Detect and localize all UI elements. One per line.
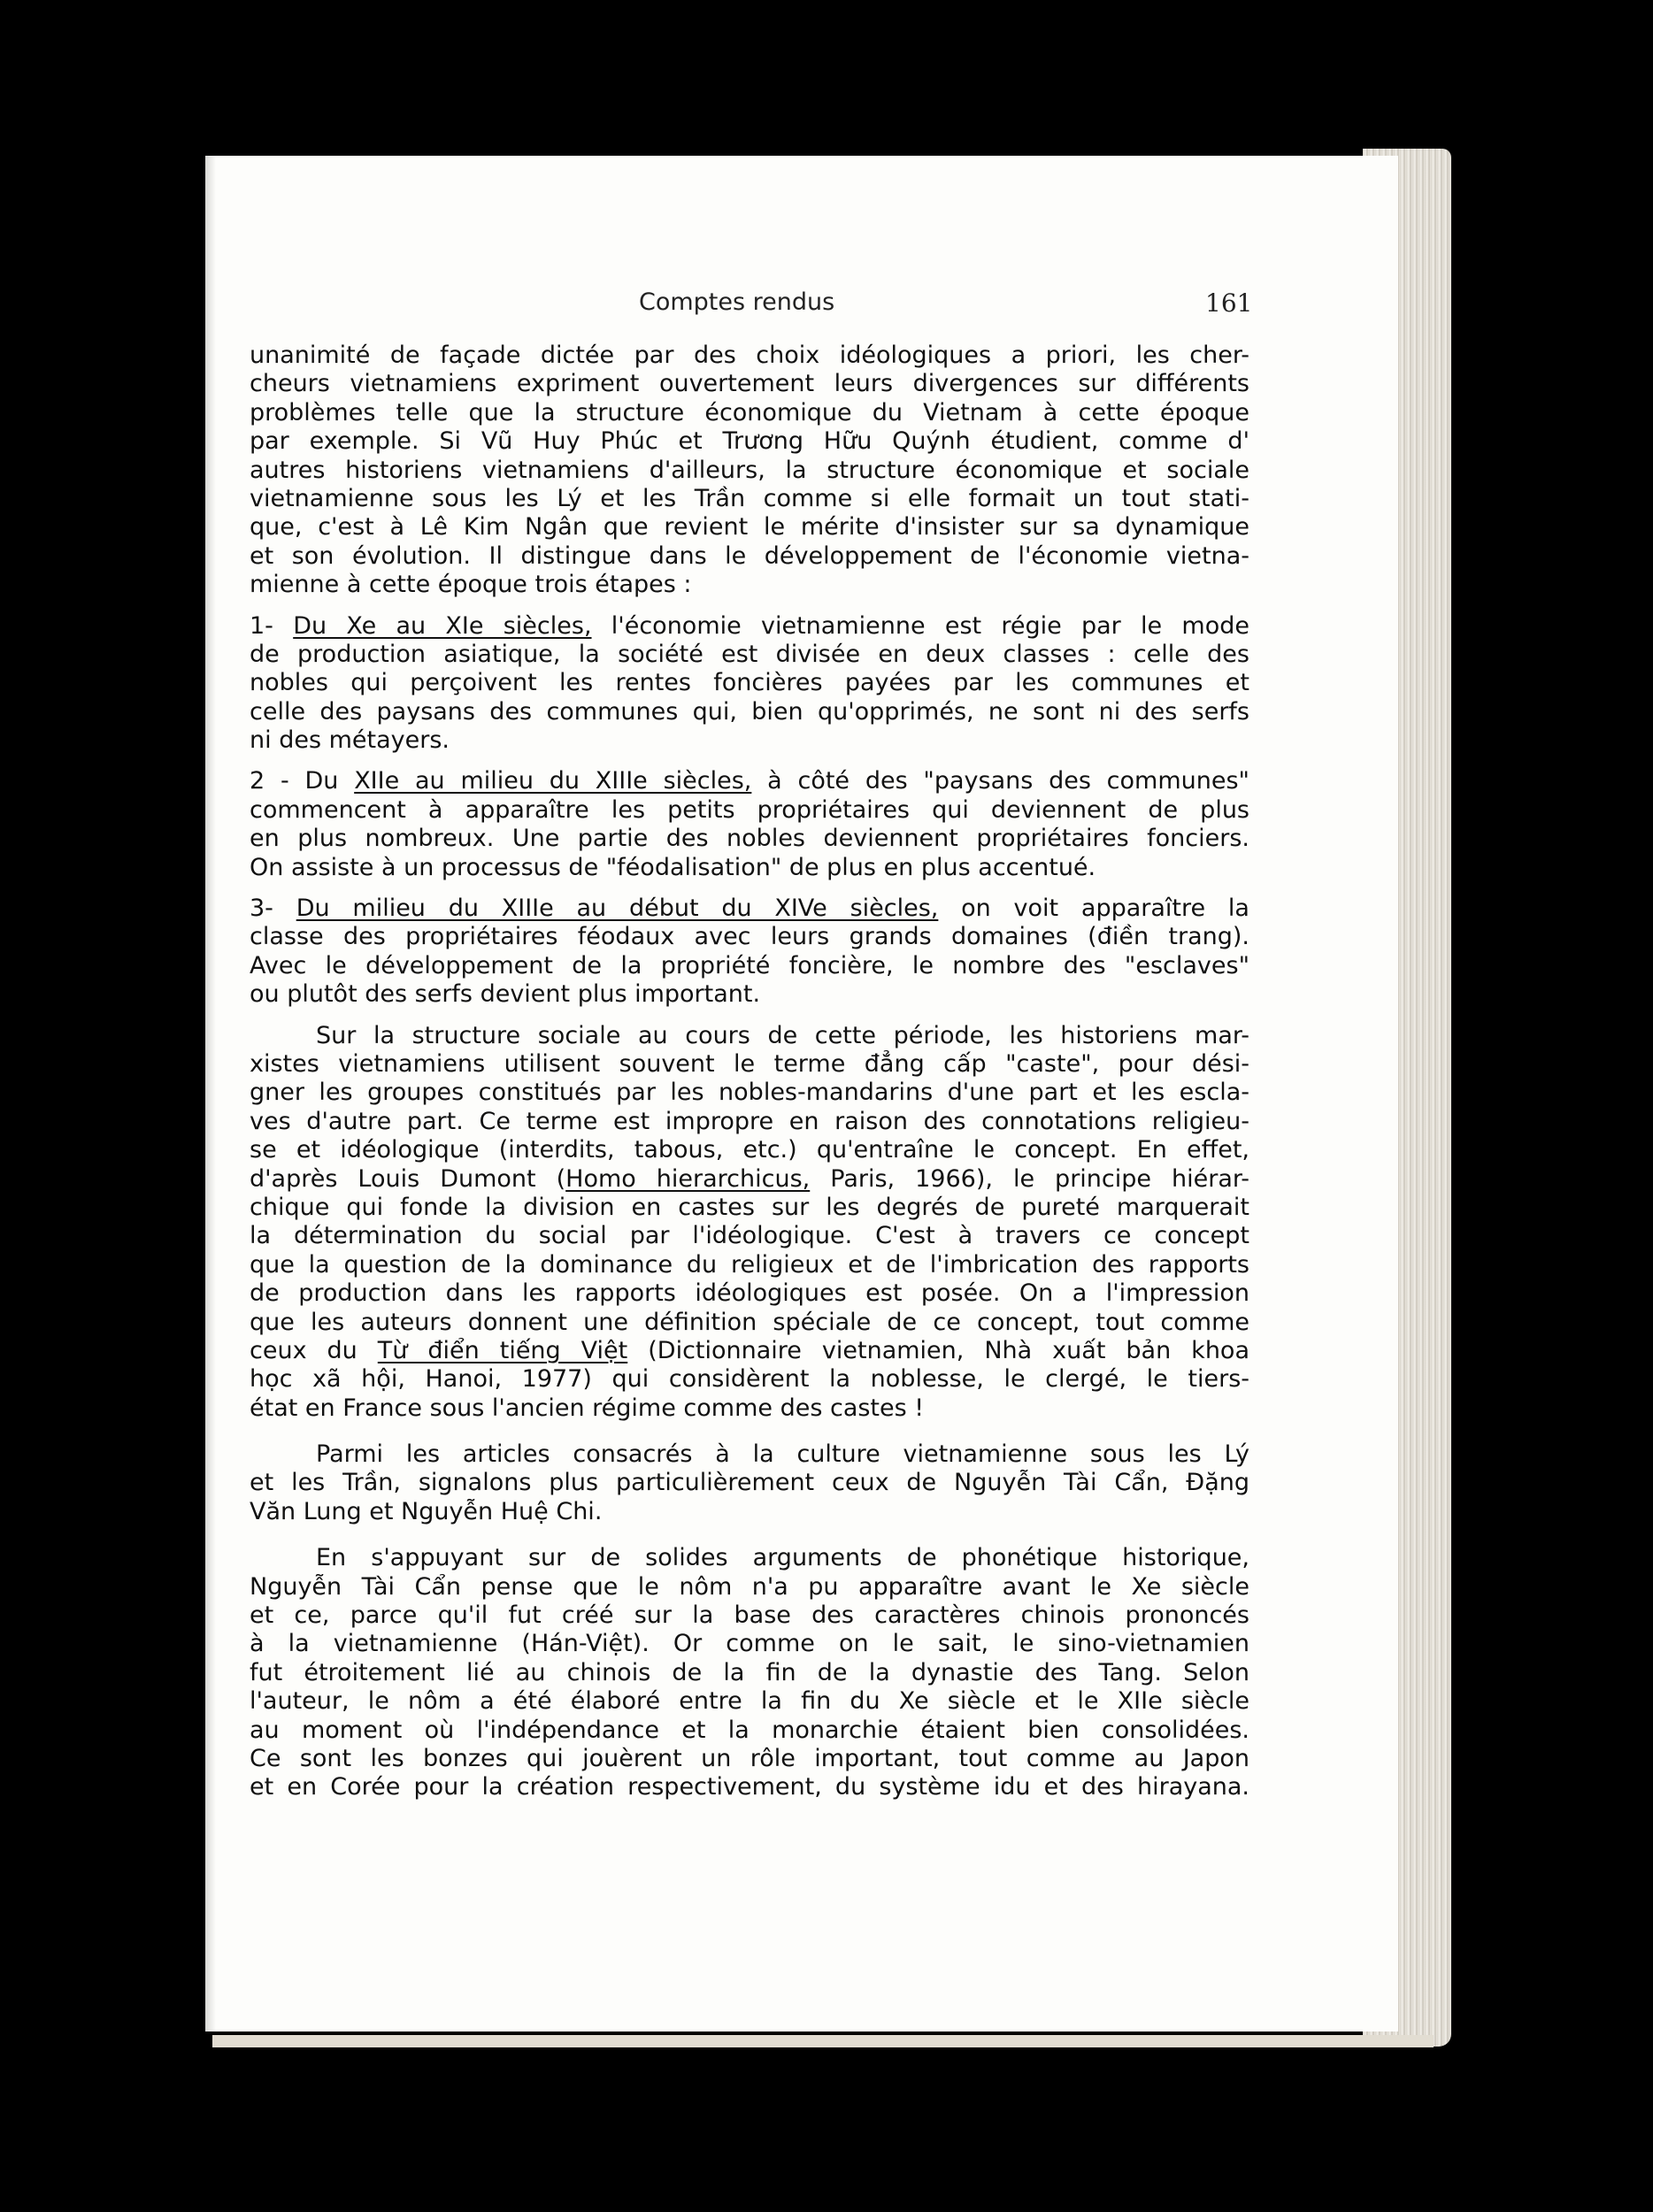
text-line: xistes vietnamiens utilisent souvent le terme đẳng cấp "caste", pour dési- <box>250 1049 1249 1078</box>
paragraph-culture-articles <box>250 1440 1249 1526</box>
cited-title: Homo hierarchicus, <box>565 1164 811 1193</box>
text-line: Ce sont les bonzes qui jouèrent un rôle important, tout comme au Japon <box>250 1744 1249 1772</box>
text-run: on voit apparaître la <box>961 895 1249 923</box>
text-line: En s'appuyant sur de solides arguments de phonétique historique, <box>316 1544 1249 1572</box>
text-line: en plus nombreux. Une partie des nobles deviennent propriétaires fonciers. <box>250 825 1249 853</box>
text-line: et ce, parce qu'il fut créé sur la base des caractères chinois prononcés <box>250 1601 1249 1630</box>
text-line: On assiste à un processus de "féodalisation" de plus en plus accentué. <box>250 853 1096 881</box>
text-line: commencent à apparaître les petits propriétaires qui deviennent de plus <box>250 795 1249 824</box>
stage-period: XIIe au milieu du XIIIe siècles, <box>354 767 752 795</box>
text-line: que la question de la dominance du religieux et de l'imbrication des rapports <box>250 1250 1249 1279</box>
text-line <box>250 1337 1249 1365</box>
text-line: l'auteur, le nôm a été élaboré entre la fin du Xe siècle et le XIIe siècle <box>250 1687 1249 1716</box>
text-run: (Dictionnaire vietnamien, Nhà xuất bản khoa <box>627 1336 1249 1364</box>
text-line: chique qui fonde la division en castes sur les degrés de pureté marquerait <box>250 1193 1249 1221</box>
text-line: état en France sous l'ancien régime comme des castes ! <box>250 1394 925 1422</box>
text-run: à côté des "paysans des communes" <box>767 767 1249 795</box>
text-line: Văn Lung et Nguyễn Huệ Chi. <box>250 1497 603 1525</box>
text-line: autres historiens vietnamiens d'ailleurs, la structure économique et sociale <box>250 456 1249 484</box>
paragraph-intro <box>250 342 1249 600</box>
text-line: nobles qui perçoivent les rentes foncières payées par les communes et <box>250 669 1249 697</box>
text-line: Parmi les articles consacrés à la culture vietnamienne sous les Lý <box>316 1440 1249 1469</box>
text-line: que, c'est à Lê Kim Ngân que revient le mérite d'insister sur sa dynamique <box>250 513 1249 541</box>
stage-number: 3- <box>250 895 273 923</box>
paragraph-stage-1 <box>250 612 1249 756</box>
text-line: ou plutôt des serfs devient plus important. <box>250 980 761 1009</box>
text-line: à la vietnamienne (Hán-Việt). Or comme on le sait, le sino-vietnamien <box>250 1630 1249 1658</box>
text-line: cheurs vietnamiens expriment ouvertement leurs divergences sur différents <box>250 370 1249 398</box>
text-line: vietnamienne sous les Lý et les Trần comme si elle formait un tout stati- <box>250 484 1249 512</box>
text-line: unanimité de façade dictée par des choix idéologiques a priori, les cher- <box>250 342 1249 369</box>
stage-number: 2 - Du <box>250 767 339 795</box>
text-line: ves d'autre part. Ce terme est impropre en raison des connotations religieu- <box>250 1107 1249 1135</box>
text-line <box>250 767 1249 795</box>
paragraph-stage-3 <box>250 895 1249 1010</box>
text-line: Sur la structure sociale au cours de cette période, les historiens mar- <box>316 1021 1249 1049</box>
text-line: problèmes telle que la structure économique du Vietnam à cette époque <box>250 398 1249 426</box>
text-line: gner les groupes constitués par les nobles-mandarins d'une part et les escla- <box>250 1079 1249 1107</box>
text-line: Nguyễn Tài Cẩn pense que le nôm n'a pu apparaître avant le Xe siècle <box>250 1572 1249 1601</box>
text-line <box>250 612 1249 641</box>
text-run: l'économie vietnamienne est régie par le mode <box>611 611 1249 640</box>
text-run: ceux du <box>250 1336 378 1364</box>
running-title: Comptes rendus <box>639 288 835 316</box>
text-line: celle des paysans des communes qui, bien qu'opprimés, ne sont ni des serfs <box>250 697 1249 726</box>
text-line: que les auteurs donnent une définition spéciale de ce concept, tout comme <box>250 1308 1249 1336</box>
text-line <box>250 1165 1249 1194</box>
paragraph-stage-2 <box>250 767 1249 882</box>
text-line: au moment où l'indépendance et la monarchie étaient bien consolidées. <box>250 1716 1249 1744</box>
text-line <box>250 895 1249 923</box>
body-text <box>250 342 1249 1802</box>
text-line: fut étroitement lié au chinois de la fin de la dynastie des Tang. Selon <box>250 1658 1249 1686</box>
stage-number: 1- <box>250 611 273 640</box>
text-line: Avec le développement de la propriété foncière, le nombre des "esclaves" <box>250 951 1249 979</box>
text-line: et les Trần, signalons plus particulièrement ceux de Nguyễn Tài Cẩn, Đặng <box>250 1469 1249 1497</box>
cited-title: Từ điển tiếng Việt <box>377 1336 628 1364</box>
text-line: ni des métayers. <box>250 726 450 755</box>
text-line: de production asiatique, la société est divisée en deux classes : celle des <box>250 640 1249 668</box>
text-line: et son évolution. Il distingue dans le développement de l'économie vietna- <box>250 541 1249 570</box>
text-line: et en Corée pour la création respectivement, du système idu et des hirayana. <box>250 1773 1249 1801</box>
text-line: học xã hội, Hanoi, 1977) qui considèrent la noblesse, le clergé, le tiers- <box>250 1365 1249 1394</box>
text-run: d'après Louis Dumont ( <box>250 1164 566 1193</box>
text-line: classe des propriétaires féodaux avec leurs grands domaines (điền trang). <box>250 923 1249 951</box>
text-line: mienne à cette époque trois étapes : <box>250 571 692 599</box>
paragraph-social-structure <box>250 1022 1249 1423</box>
stage-period: Du Xe au XIe siècles, <box>293 611 592 640</box>
text-run: Paris, 1966), le principe hiérar- <box>810 1164 1249 1193</box>
text-line: de production dans les rapports idéologiques est posée. On a l'impression <box>250 1279 1249 1308</box>
book-page <box>205 156 1398 2032</box>
text-line: la détermination du social par l'idéologique. C'est à travers ce concept <box>250 1222 1249 1250</box>
stage-period: Du milieu du XIIIe au début du XIVe siècles, <box>296 895 939 923</box>
text-line: se et idéologique (interdits, tabous, etc.) qu'entraîne le concept. En effet, <box>250 1136 1249 1164</box>
text-line: par exemple. Si Vũ Huy Phúc et Trương Hữu Quýnh étudient, comme d' <box>250 427 1249 456</box>
page-bottom-edge <box>212 2035 1434 2047</box>
page-number: 161 <box>1205 288 1253 318</box>
page-gutter <box>205 156 216 2032</box>
paragraph-nom-script <box>250 1544 1249 1802</box>
